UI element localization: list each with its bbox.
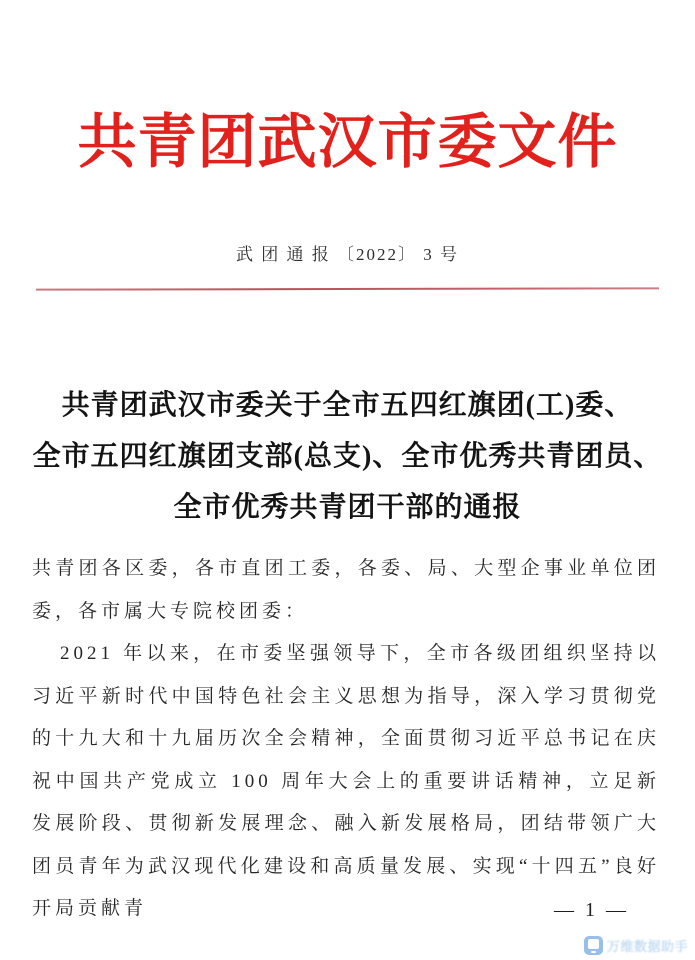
- watermark: [584, 936, 688, 955]
- watermark-logo-icon: [584, 936, 603, 955]
- page-number: — 1 —: [554, 899, 629, 921]
- red-divider-line: [36, 287, 659, 290]
- letterhead-title: 共青团武汉市委文件: [77, 109, 618, 175]
- notice-title-line-3: 全市优秀共青团干部的通报: [173, 492, 522, 523]
- body-paragraph: 2021 年以来，在市委坚强领导下，全市各级团组织坚持以习近平新时代中国特色社会主义思想为指导，深入学习贯彻党的十九大和十九届历次全会精神，全面贯彻习近平总书记在庆祝中国共产党成立 100 周年大会上的重要讲话精神，立足新发展阶段、贯彻新发展理念、融入新发展格局，团结带领广大团员青年为武汉现代化建设和高质量发展、实现“十四五”良好开局贡献青: [32, 643, 660, 919]
- document-body: [32, 548, 660, 931]
- addressee-line: 共青团各区委，各市直团工委，各委、局、大型企事业单位团委，各市属大专院校团委：: [32, 558, 660, 622]
- notice-title-line-1: 共青团武汉市委关于全市五四红旗团(工)委、: [61, 390, 634, 421]
- watermark-text: 万维数据助手: [606, 939, 688, 954]
- notice-title-line-2: 全市五四红旗团支部(总支)、全市优秀共青团员、: [32, 441, 663, 472]
- document-number: 武 团 通 报 〔2022〕 3 号: [236, 245, 459, 264]
- notice-title: [0, 380, 695, 533]
